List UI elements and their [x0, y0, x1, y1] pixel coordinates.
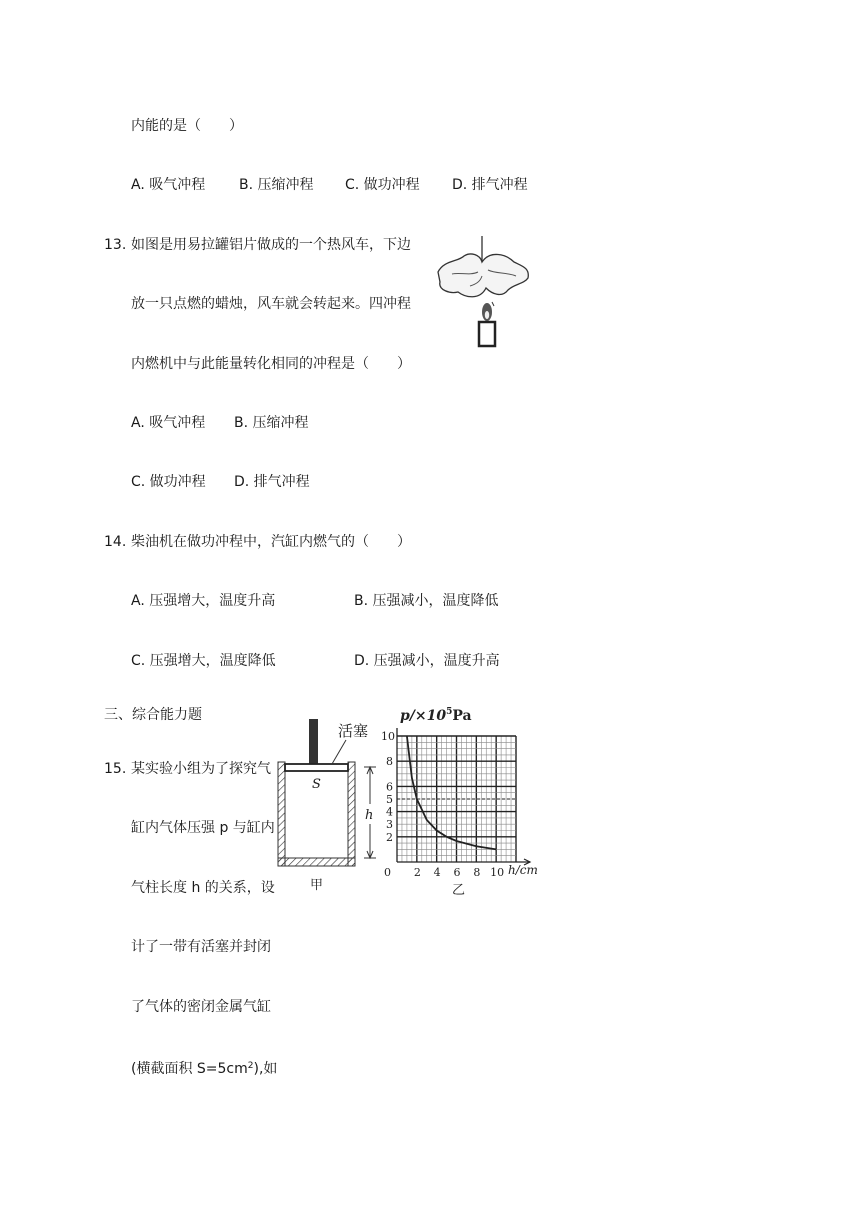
- q14-option-a: A. 压强增大，温度升高: [131, 593, 276, 609]
- chart-ylabel-unit: Pa: [452, 708, 472, 724]
- q12-stem-tail: 内能的是（ ）: [131, 118, 243, 134]
- q12-option-c: C. 做功冲程: [345, 177, 420, 193]
- figure-caption-jia: 甲: [310, 878, 324, 893]
- cylinder-figure: [272, 712, 384, 894]
- q15-line-4: 计了一带有活塞并封闭: [131, 939, 271, 955]
- area-label: S: [312, 777, 321, 792]
- q15-line-6: [131, 1056, 277, 1079]
- q13-line-1: 如图是用易拉罐铝片做成的一个热风车，下边: [131, 237, 411, 253]
- q15-line-1: 某实验小组为了探究气: [131, 761, 271, 777]
- q14-stem: 柴油机在做功冲程中，汽缸内燃气的（ ）: [131, 534, 411, 550]
- x-tick-label: 6: [453, 866, 461, 879]
- height-label: h: [365, 808, 374, 823]
- q15-line-5: 了气体的密闭金属气缸: [131, 999, 271, 1015]
- piston-label: 活塞: [338, 722, 369, 740]
- x-tick-label: 4: [433, 866, 441, 879]
- q15-number: 15.: [104, 761, 127, 777]
- section-title: 三、综合能力题: [104, 707, 202, 723]
- chart-ylabel-prefix: p/×10: [400, 708, 447, 724]
- q13-line-3: 内燃机中与此能量转化相同的冲程是（ ）: [131, 356, 411, 372]
- q15-line-3: 气柱长度 h 的关系，设: [131, 880, 275, 896]
- q13-option-a: A. 吸气冲程: [131, 415, 206, 431]
- pressure-height-chart: [380, 702, 550, 898]
- chart-ylabel: [400, 707, 472, 724]
- q15-line-6-sup: 2: [247, 1061, 254, 1071]
- chart-ylabel-exp: 5: [446, 707, 453, 717]
- q13-option-c: C. 做功冲程: [131, 474, 206, 490]
- y-tick-label: 6: [386, 780, 393, 794]
- q13-line-2: 放一只点燃的蜡烛，风车就会转起来。四冲程: [131, 296, 411, 312]
- pinwheel-candle-figure: [430, 232, 540, 350]
- y-tick-label: 2: [386, 830, 393, 844]
- x-tick-label: 10: [490, 866, 505, 879]
- x-tick-label: 8: [473, 866, 481, 879]
- q12-option-d: D. 排气冲程: [452, 177, 528, 193]
- chart-xlabel: h/cm: [508, 863, 538, 877]
- q12-option-a: A. 吸气冲程: [131, 177, 206, 193]
- q14-option-d: D. 压强减小，温度升高: [354, 653, 500, 669]
- q13-option-d: D. 排气冲程: [234, 474, 310, 490]
- q13-number: 13.: [104, 237, 127, 253]
- y-tick-label: 8: [386, 755, 393, 769]
- q15-line-6-post: ),如: [253, 1061, 278, 1077]
- chart-caption: 乙: [452, 883, 466, 898]
- y-tick-label: 4: [386, 805, 393, 819]
- x-tick-label: 2: [413, 866, 421, 879]
- chart-origin-label: 0: [384, 866, 391, 879]
- y-tick-label: 5: [386, 793, 393, 806]
- y-tick-label: 10: [381, 730, 395, 743]
- q14-option-b: B. 压强减小，温度降低: [354, 593, 499, 609]
- chart-grid: [397, 736, 516, 862]
- q15-line-2: 缸内气体压强 p 与缸内: [131, 820, 275, 836]
- q12-option-b: B. 压缩冲程: [239, 177, 314, 193]
- q13-option-b: B. 压缩冲程: [234, 415, 309, 431]
- q14-number: 14.: [104, 534, 127, 550]
- y-tick-label: 3: [386, 818, 393, 832]
- q15-line-6-pre: (横截面积 S=5cm: [131, 1061, 248, 1077]
- chart-ticks: [381, 730, 504, 879]
- q14-option-c: C. 压强增大，温度降低: [131, 653, 276, 669]
